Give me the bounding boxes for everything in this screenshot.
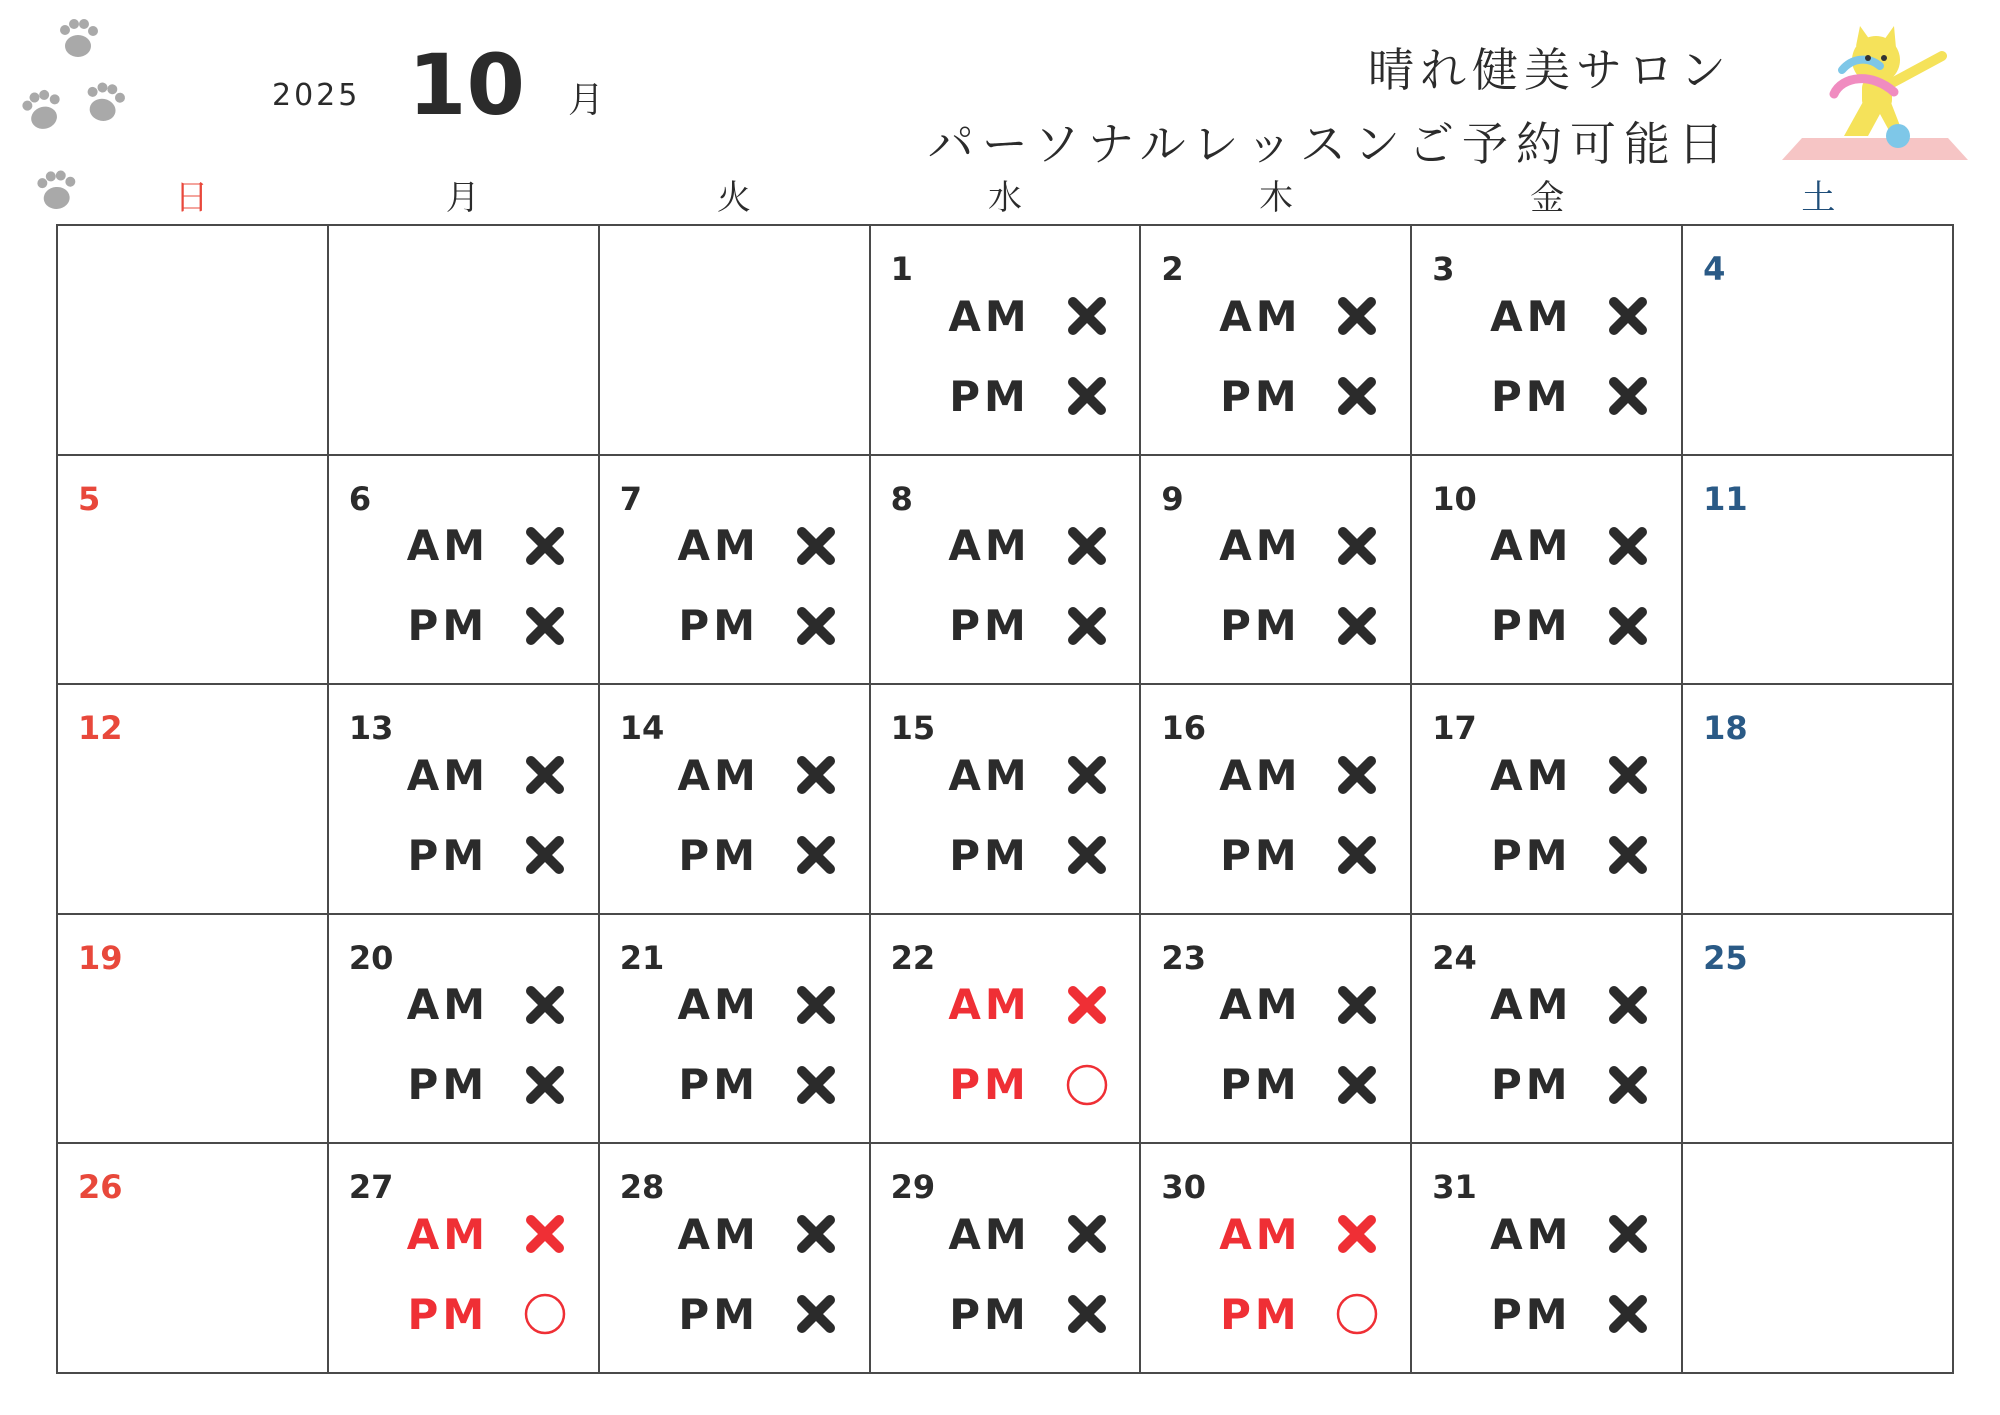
am-slot <box>1205 1208 1383 1260</box>
am-label: AM <box>948 750 1031 800</box>
pm-slot <box>935 1288 1113 1340</box>
calendar-day-cell <box>1141 456 1412 686</box>
unavailable-cross-icon <box>1061 749 1113 801</box>
am-label: AM <box>1219 291 1302 341</box>
am-label: AM <box>677 521 760 571</box>
pm-slot <box>1476 1288 1654 1340</box>
pm-label: PM <box>1220 601 1301 651</box>
pm-label: PM <box>1490 830 1572 880</box>
pm-slot <box>935 829 1113 881</box>
calendar-day-cell <box>600 1144 871 1374</box>
unavailable-cross-icon <box>1602 520 1654 572</box>
unavailable-cross-icon <box>1331 370 1383 422</box>
calendar-empty-cell <box>58 226 329 456</box>
day-number: 6 <box>348 479 372 518</box>
am-label: AM <box>677 1209 760 1259</box>
unavailable-cross-icon <box>790 979 842 1031</box>
calendar-day-cell <box>1412 915 1683 1145</box>
am-slot <box>393 1208 571 1260</box>
calendar-day-cell <box>329 685 600 915</box>
available-circle-icon <box>519 1288 571 1340</box>
day-number: 8 <box>890 479 913 518</box>
am-slot <box>393 749 571 801</box>
calendar-day-cell <box>1683 915 1954 1145</box>
calendar-day-cell <box>1412 685 1683 915</box>
day-number: 3 <box>1432 250 1455 288</box>
am-label: AM <box>1490 1209 1573 1259</box>
day-number: 23 <box>1161 938 1206 977</box>
calendar-day-cell <box>1683 456 1954 686</box>
calendar-day-cell <box>1141 226 1412 456</box>
pm-slot <box>393 1059 571 1111</box>
unavailable-cross-icon <box>1602 749 1654 801</box>
pm-label: PM <box>1490 601 1572 651</box>
am-slot <box>393 979 571 1031</box>
pm-slot <box>393 829 571 881</box>
calendar-day-cell <box>1141 915 1412 1145</box>
day-number: 2 <box>1161 250 1184 288</box>
pm-label: PM <box>678 830 759 880</box>
am-slot <box>1476 1208 1654 1260</box>
am-slot <box>1205 520 1383 572</box>
day-number: 1 <box>890 250 913 288</box>
unavailable-cross-icon <box>519 1208 571 1260</box>
unavailable-cross-icon <box>790 1288 842 1340</box>
unavailable-cross-icon <box>1331 1059 1383 1111</box>
calendar-empty-cell <box>1683 1144 1954 1374</box>
unavailable-cross-icon <box>1061 979 1113 1031</box>
unavailable-cross-icon <box>1602 979 1654 1031</box>
calendar-grid <box>56 224 1954 1374</box>
available-circle-icon <box>1331 1288 1383 1340</box>
unavailable-cross-icon <box>1331 979 1383 1031</box>
unavailable-cross-icon <box>1061 1288 1113 1340</box>
am-label: AM <box>406 750 489 800</box>
unavailable-cross-icon <box>790 520 842 572</box>
available-circle-icon <box>1061 1059 1113 1111</box>
am-slot <box>664 1208 842 1260</box>
day-number: 16 <box>1161 709 1206 748</box>
day-number: 5 <box>78 479 101 518</box>
calendar-day-cell <box>600 456 871 686</box>
pm-slot <box>393 1288 571 1340</box>
unavailable-cross-icon <box>519 1059 571 1111</box>
pm-slot <box>664 829 842 881</box>
pm-slot <box>1205 829 1383 881</box>
unavailable-cross-icon <box>519 520 571 572</box>
calendar-day-cell <box>1683 226 1954 456</box>
am-label: AM <box>406 1209 489 1259</box>
pm-label: PM <box>1490 1060 1572 1110</box>
day-number: 20 <box>348 938 394 977</box>
am-label: AM <box>1490 980 1573 1030</box>
day-number: 4 <box>1703 250 1726 288</box>
unavailable-cross-icon <box>1331 600 1383 652</box>
pm-slot <box>1205 1059 1383 1111</box>
unavailable-cross-icon <box>790 749 842 801</box>
am-slot <box>1476 749 1654 801</box>
am-label: AM <box>948 291 1031 341</box>
calendar-day-cell <box>871 226 1142 456</box>
pm-slot <box>1205 370 1383 422</box>
unavailable-cross-icon <box>790 1059 842 1111</box>
unavailable-cross-icon <box>1331 520 1383 572</box>
pm-slot <box>1476 370 1654 422</box>
unavailable-cross-icon <box>790 1208 842 1260</box>
am-slot <box>935 749 1113 801</box>
calendar-day-cell <box>58 915 329 1145</box>
pm-slot <box>664 1059 842 1111</box>
day-number: 28 <box>619 1168 665 1207</box>
calendar-day-cell <box>329 456 600 686</box>
unavailable-cross-icon <box>790 600 842 652</box>
pm-label: PM <box>949 830 1030 880</box>
pm-slot <box>1205 600 1383 652</box>
pm-label: PM <box>678 601 759 651</box>
am-slot <box>664 979 842 1031</box>
pm-label: PM <box>949 601 1030 651</box>
page-title: パーソナルレッスンご予約可能日 <box>927 117 1732 171</box>
calendar-day-cell <box>600 685 871 915</box>
yoga-cat-illustration <box>1772 18 1972 168</box>
pm-slot <box>1476 600 1654 652</box>
unavailable-cross-icon <box>1602 829 1654 881</box>
day-number: 29 <box>890 1168 936 1207</box>
am-label: AM <box>1219 1209 1302 1259</box>
am-label: AM <box>948 1209 1031 1259</box>
unavailable-cross-icon <box>1331 829 1383 881</box>
unavailable-cross-icon <box>1061 520 1113 572</box>
weekday-friday: 金 <box>1530 178 1565 218</box>
unavailable-cross-icon <box>1602 1059 1654 1111</box>
am-slot <box>935 979 1113 1031</box>
am-label: AM <box>406 521 489 571</box>
pm-slot <box>1205 1288 1383 1340</box>
unavailable-cross-icon <box>1061 829 1113 881</box>
am-label: AM <box>948 980 1031 1030</box>
day-number: 31 <box>1432 1168 1477 1207</box>
pm-label: PM <box>1220 830 1301 880</box>
unavailable-cross-icon <box>519 829 571 881</box>
month-unit-label: 月 <box>568 80 605 121</box>
calendar-day-cell <box>58 456 329 686</box>
unavailable-cross-icon <box>1331 290 1383 342</box>
day-number: 13 <box>348 709 394 748</box>
day-number: 11 <box>1703 479 1748 518</box>
pm-label: PM <box>678 1289 759 1339</box>
pm-label: PM <box>949 1289 1030 1339</box>
unavailable-cross-icon <box>1602 1288 1654 1340</box>
salon-name: 晴れ健美サロン <box>1368 43 1732 97</box>
pm-label: PM <box>1220 371 1301 421</box>
unavailable-cross-icon <box>1602 1208 1654 1260</box>
am-label: AM <box>677 980 760 1030</box>
pm-slot <box>935 1059 1113 1111</box>
day-number: 30 <box>1161 1168 1206 1207</box>
pm-label: PM <box>1490 371 1572 421</box>
pm-label: PM <box>678 1060 759 1110</box>
calendar-day-cell <box>329 1144 600 1374</box>
calendar-day-cell <box>871 456 1142 686</box>
day-number: 25 <box>1703 938 1748 977</box>
am-slot <box>1476 520 1654 572</box>
calendar-day-cell <box>1141 685 1412 915</box>
day-number: 17 <box>1432 709 1477 748</box>
am-label: AM <box>1490 750 1573 800</box>
am-slot <box>1476 290 1654 342</box>
am-slot <box>935 290 1113 342</box>
pm-label: PM <box>407 1060 489 1110</box>
weekday-thursday: 木 <box>1259 178 1294 218</box>
day-number: 7 <box>619 479 642 518</box>
day-number: 27 <box>348 1168 394 1207</box>
pm-label: PM <box>407 1289 489 1339</box>
pm-slot <box>664 600 842 652</box>
weekday-tuesday: 火 <box>716 178 751 218</box>
pm-slot <box>393 600 571 652</box>
pm-label: PM <box>949 1060 1030 1110</box>
calendar-day-cell <box>58 685 329 915</box>
unavailable-cross-icon <box>519 979 571 1031</box>
unavailable-cross-icon <box>1602 370 1654 422</box>
pm-label: PM <box>407 601 489 651</box>
calendar-day-cell <box>871 1144 1142 1374</box>
am-label: AM <box>1490 521 1573 571</box>
day-number: 26 <box>78 1168 123 1207</box>
calendar-month: 10 <box>408 36 525 134</box>
day-number: 18 <box>1703 709 1748 748</box>
unavailable-cross-icon <box>1602 600 1654 652</box>
unavailable-cross-icon <box>519 600 571 652</box>
am-slot <box>393 520 571 572</box>
day-number: 22 <box>890 938 936 977</box>
am-label: AM <box>1490 291 1573 341</box>
day-number: 12 <box>78 709 123 748</box>
calendar-day-cell <box>871 685 1142 915</box>
weekday-saturday: 土 <box>1801 178 1836 218</box>
calendar-empty-cell <box>600 226 871 456</box>
unavailable-cross-icon <box>519 749 571 801</box>
pm-slot <box>935 370 1113 422</box>
unavailable-cross-icon <box>1602 290 1654 342</box>
calendar-day-cell <box>1683 685 1954 915</box>
unavailable-cross-icon <box>1061 1208 1113 1260</box>
unavailable-cross-icon <box>1061 600 1113 652</box>
calendar-day-cell <box>600 915 871 1145</box>
am-label: AM <box>677 750 760 800</box>
am-slot <box>935 1208 1113 1260</box>
day-number: 10 <box>1432 479 1477 518</box>
calendar-day-cell <box>1412 1144 1683 1374</box>
pm-label: PM <box>1220 1289 1301 1339</box>
day-number: 19 <box>78 938 123 977</box>
am-slot <box>1205 749 1383 801</box>
am-label: AM <box>1219 521 1302 571</box>
pm-slot <box>1476 1059 1654 1111</box>
pm-slot <box>1476 829 1654 881</box>
weekday-header <box>56 170 1954 220</box>
weekday-sunday: 日 <box>174 178 209 218</box>
am-label: AM <box>948 521 1031 571</box>
am-slot <box>1205 290 1383 342</box>
unavailable-cross-icon <box>1061 370 1113 422</box>
day-number: 24 <box>1432 938 1477 977</box>
calendar-day-cell <box>1412 226 1683 456</box>
pm-slot <box>664 1288 842 1340</box>
calendar-day-cell <box>1141 1144 1412 1374</box>
weekday-wednesday: 水 <box>987 178 1022 218</box>
pm-label: PM <box>949 371 1030 421</box>
day-number: 9 <box>1161 479 1184 518</box>
am-slot <box>1476 979 1654 1031</box>
pm-label: PM <box>407 830 489 880</box>
unavailable-cross-icon <box>1331 749 1383 801</box>
weekday-monday: 月 <box>445 178 480 218</box>
am-slot <box>1205 979 1383 1031</box>
pm-slot <box>935 600 1113 652</box>
am-slot <box>664 520 842 572</box>
calendar-day-cell <box>58 1144 329 1374</box>
am-slot <box>664 749 842 801</box>
am-label: AM <box>406 980 489 1030</box>
pm-label: PM <box>1490 1289 1572 1339</box>
day-number: 21 <box>619 938 665 977</box>
day-number: 14 <box>619 709 665 748</box>
am-label: AM <box>1219 750 1302 800</box>
unavailable-cross-icon <box>1331 1208 1383 1260</box>
calendar-year: 2025 <box>272 78 361 113</box>
calendar-day-cell <box>871 915 1142 1145</box>
day-number: 15 <box>890 709 936 748</box>
calendar-empty-cell <box>329 226 600 456</box>
pm-label: PM <box>1220 1060 1301 1110</box>
am-label: AM <box>1219 980 1302 1030</box>
unavailable-cross-icon <box>790 829 842 881</box>
am-slot <box>935 520 1113 572</box>
calendar-day-cell <box>329 915 600 1145</box>
calendar-day-cell <box>1412 456 1683 686</box>
unavailable-cross-icon <box>1061 290 1113 342</box>
